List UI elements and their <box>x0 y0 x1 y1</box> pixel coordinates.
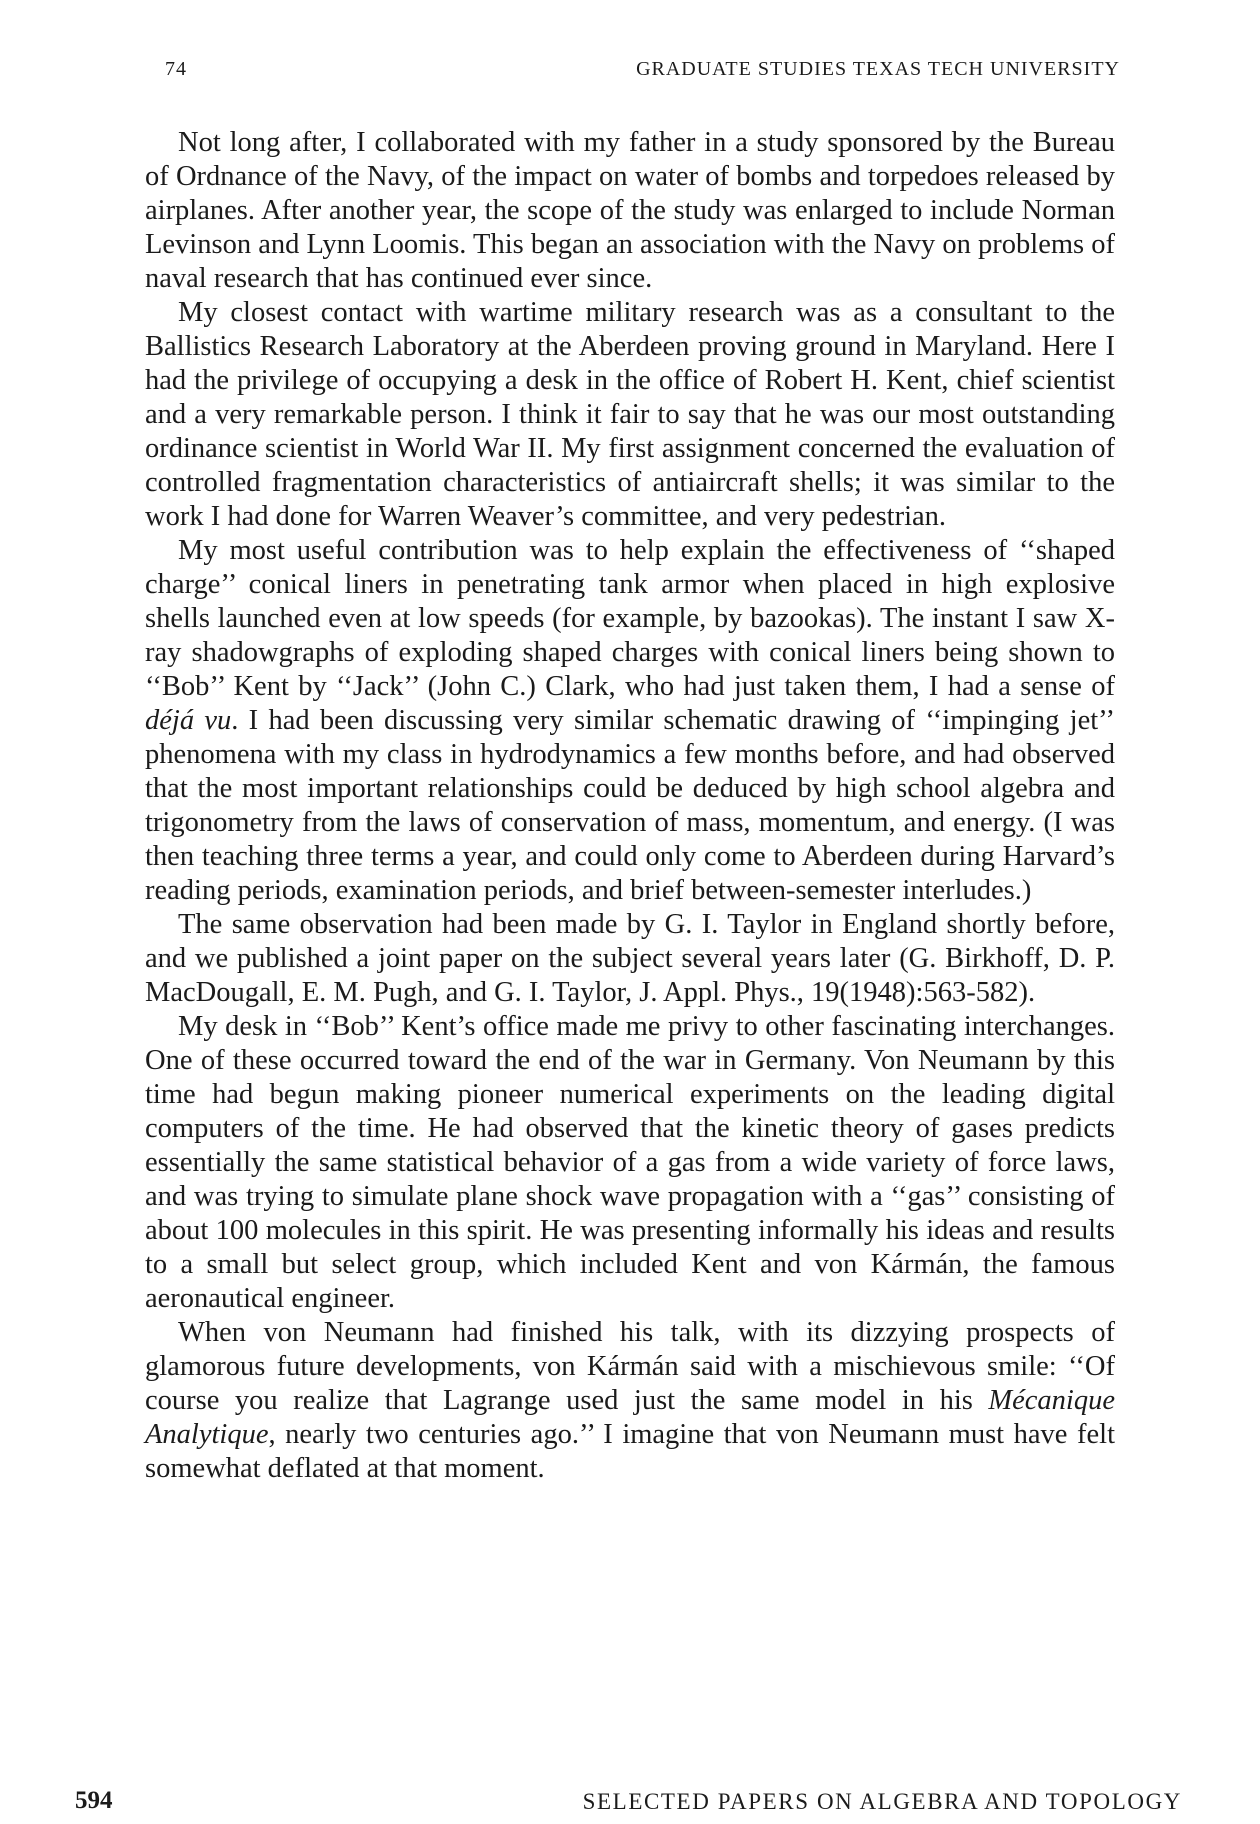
header-page-number: 74 <box>165 58 187 80</box>
paragraph-text: . I had been discussing very similar schematic drawing of ‘‘impinging jet’’ phenomena with my class in hydrodynamics a few months before, and had observed that the most important relationships could be deduced by high school algebra and trigonometry from the laws of conservation of mass, momentum, and energy. (I was then teaching three terms a year, and could only come to Aberdeen during Harvard’s reading periods, examination periods, and brief between-semester interludes.) <box>145 705 1116 906</box>
running-title: GRADUATE STUDIES TEXAS TECH UNIVERSITY <box>636 58 1120 80</box>
paragraph-lagrange <box>145 1316 1115 1486</box>
body-text <box>145 126 1115 1486</box>
paragraph-navy-study: Not long after, I collaborated with my father in a study sponsored by the Bureau of Ordnance of the Navy, of the impact on water of bombs and torpedoes released by airplanes. After another year, the scope of the study was enlarged to include Norman Levinson and Lynn Loomis. This began an association with the Navy on problems of naval research that has continued ever since. <box>145 127 1115 294</box>
page-footer <box>75 1787 1182 1817</box>
paragraph-ballistics-lab: My closest contact with wartime military research was as a consultant to the Ballistics Research Laboratory at the Aberdeen proving ground in Maryland. Here I had the privilege of occupying a desk in the office of Robert H. Kent, chief scientist and a very remarkable person. I think it fair to say that he was our most outstanding ordinance scientist in World War II. My first assignment concerned the evaluation of controlled fragmentation characteristics of antiaircraft shells; it was similar to the work I had done for Warren Weaver’s committee, and very pedestrian. <box>145 297 1115 532</box>
paragraph-shaped-charge <box>145 534 1115 908</box>
paragraph-text: My most useful contribution was to help explain the effectiveness of ‘‘shaped charge’’ conical liners in penetrating tank armor when placed in high explosive shells launched even at low speeds (for example, by bazookas). The instant I saw X-ray shadowgraphs of exploding shaped charges with conical liners being shown to ‘‘Bob’’ Kent by ‘‘Jack’’ (John C.) Clark, who had just taken them, I had a sense of <box>145 535 1115 702</box>
paragraph-taylor-paper: The same observation had been made by G. I. Taylor in England shortly before, and we published a joint paper on the subject several years later (G. Birkhoff, D. P. MacDougall, E. M. Pugh, and G. I. Taylor, J. Appl. Phys., 19(1948):563-582). <box>145 909 1115 1008</box>
footer-page-number: 594 <box>75 1787 113 1814</box>
italic-title: Mécanique Analytique <box>145 1385 1115 1450</box>
paragraph-text: , nearly two centuries ago.’’ I imagine that von Neumann must have felt somewhat deflated at that moment. <box>145 1419 1115 1484</box>
paragraph-text: When von Neumann had finished his talk, with its dizzying prospects of glamorous future developments, von Kármán said with a mischievous smile: ‘‘Of course you realize that Lagrange used just the same model in his <box>145 1317 1115 1416</box>
paragraph-von-neumann: My desk in ‘‘Bob’’ Kent’s office made me privy to other fascinating interchanges. One of these occurred toward the end of the war in Germany. Von Neumann by this time had begun making pioneer numerical experiments on the leading digital computers of the time. He had observed that the kinetic theory of gases predicts essentially the same statistical behavior of a gas from a wide variety of force laws, and was trying to simulate plane shock wave propagation with a ‘‘gas’’ consisting of about 100 molecules in this spirit. He was presenting informally his ideas and results to a small but select group, which included Kent and von Kármán, the famous aeronautical engineer. <box>145 1011 1115 1314</box>
running-header <box>165 58 1120 88</box>
italic-phrase: déjá vu <box>145 705 232 736</box>
footer-book-title: SELECTED PAPERS ON ALGEBRA AND TOPOLOGY <box>582 1789 1182 1814</box>
